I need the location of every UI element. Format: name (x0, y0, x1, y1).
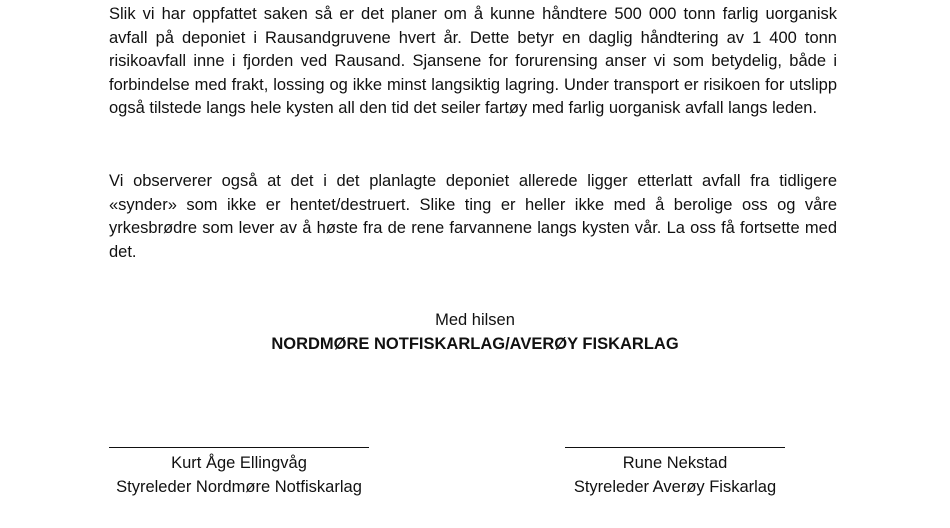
signature-line-right (565, 447, 785, 448)
closing-greeting: Med hilsen (435, 311, 515, 329)
signatory-title: Styreleder Averøy Fiskarlag (573, 478, 777, 496)
signature-line-left (109, 447, 369, 448)
sender-organization: NORDMØRE NOTFISKARLAG/AVERØY FISKARLAG (271, 335, 679, 353)
body-paragraph-1: Slik vi har oppfattet saken så er det planer om å kunne håndtere 500 000 tonn farlig uorganisk avfall på deponiet i Rausandgruvene hvert år. Dette betyr en daglig håndtering av 1 400 tonn risikoavfall inne i fjorden ved Rausand. Sjansene for forurensing anser vi som betydelig, både i forbindelse med frakt, lossing og ikke minst langsiktig lagring. Under transport er risikoen for utslipp også tilstede langs hele kysten all den tid det seiler fartøy med farlig uorganisk avfall langs leden. (109, 5, 837, 117)
signatory-name: Rune Nekstad (622, 454, 728, 472)
signatory-title: Styreleder Nordmøre Notfiskarlag (116, 478, 362, 496)
body-paragraph-2: Vi observerer også at det i det planlagte deponiet allerede ligger etterlatt avfall fra tidligere «synder» som ikke er hentet/destruert. Slike ting er heller ikke med å berolige oss og våre yrkesbrødre som lever av å høste fra de rene farvannene langs kysten vår. La oss få fortsette med det. (109, 172, 837, 261)
signatory-right (535, 451, 815, 499)
signatory-left (99, 451, 379, 499)
signatory-name: Kurt Åge Ellingvåg (171, 454, 307, 472)
